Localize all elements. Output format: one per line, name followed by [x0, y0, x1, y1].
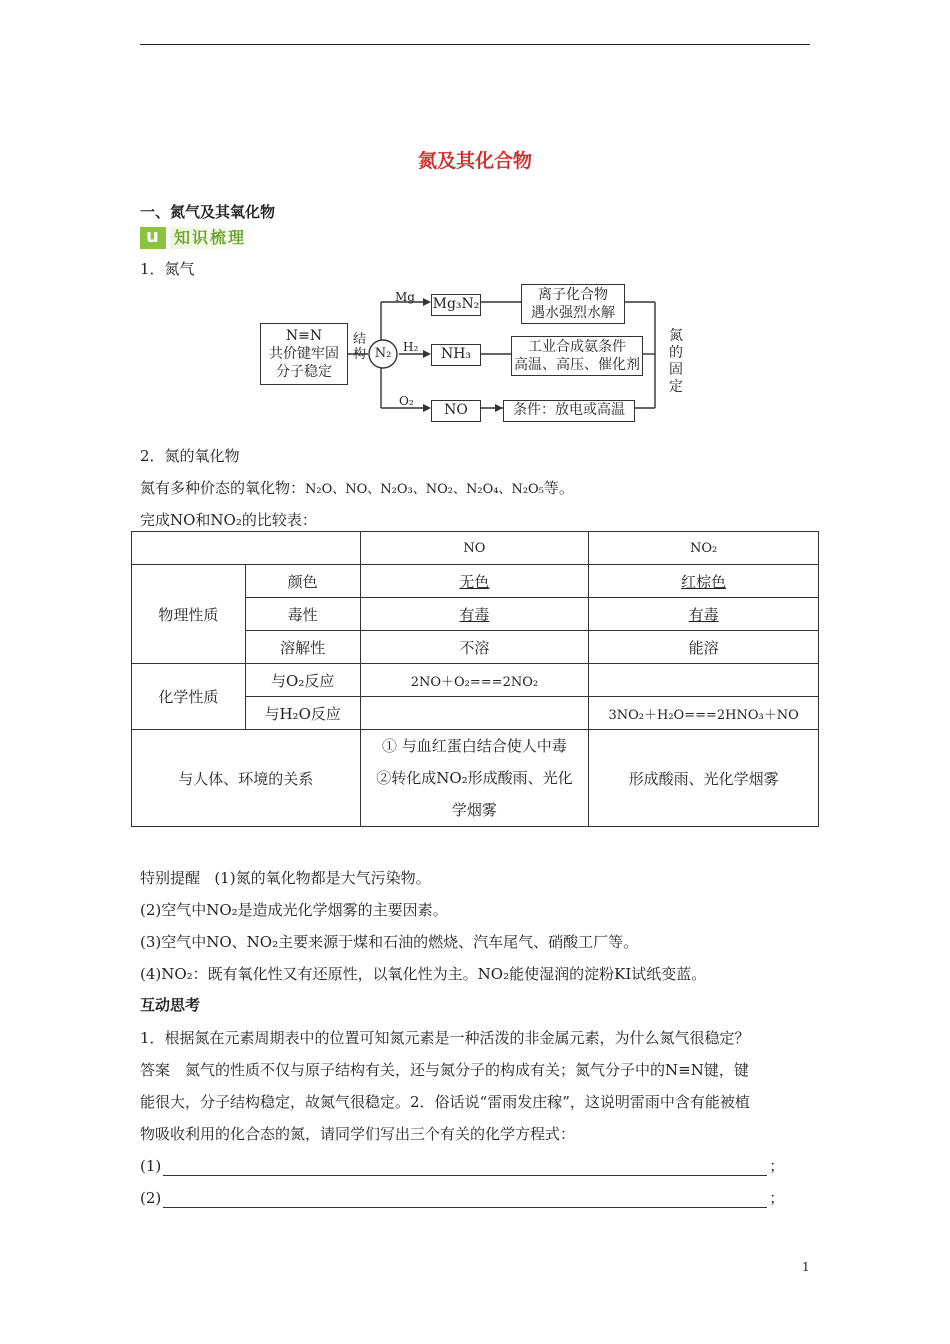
cell-value: 不溶 — [360, 631, 589, 664]
row-label: 毒性 — [245, 598, 360, 631]
page-number: 1 — [802, 1260, 810, 1274]
row-label: 与O₂反应 — [245, 664, 360, 697]
answer-line: 答案 氮气的性质不仅与原子结构有关，还与氮分子的构成有关；氮气分子中的N≡N键，键 — [140, 1061, 749, 1079]
reagent-o2: O₂ — [399, 394, 414, 408]
answer-blank-1[interactable]: (1) ； — [140, 1157, 785, 1175]
table-row — [132, 565, 819, 598]
header-no: NO — [360, 532, 589, 565]
item-nitrogen: 1．氮气 — [140, 260, 195, 278]
reminder-item: (4)NO₂：既有氧化性又有还原性，以氧化性为主。NO₂能使湿润的淀粉KI试纸变蓝。 — [140, 965, 707, 983]
cell-value: 有毒 — [459, 605, 490, 624]
note-nh3: 工业合成氨条件 高温、高压、催化剂 — [511, 336, 643, 376]
product-no: NO — [431, 400, 481, 422]
knowledge-badge — [140, 227, 254, 249]
nitrogen-diagram — [255, 284, 695, 424]
note-mg3n2: 离子化合物 遇水强烈水解 — [521, 284, 625, 324]
product-nh3: NH₃ — [431, 344, 481, 366]
table-row — [132, 532, 819, 565]
reminder-item: (2)空气中NO₂是造成光化学烟雾的主要因素。 — [140, 901, 448, 919]
cell-value: 2NO＋O₂===2NO₂ — [360, 664, 589, 697]
physical-label: 物理性质 — [132, 565, 246, 664]
n2-node: N₂ — [374, 346, 392, 361]
badge-icon: u — [140, 227, 166, 249]
answer-line: 能很大，分子结构稳定，故氮气很稳定。2．俗话说“雷雨发庄稼”，这说明雷雨中含有能被植 — [140, 1093, 750, 1111]
compare-line: 完成NO和NO₂的比较表： — [140, 511, 317, 529]
cell-value: 3NO₂＋H₂O===2HNO₃＋NO — [589, 697, 819, 730]
answer-line: 物吸收利用的化合态的氮，请同学们写出三个有关的化学方程式： — [140, 1125, 576, 1143]
badge-label: 知识梳理 — [170, 227, 258, 249]
cell-value: 有毒 — [688, 605, 719, 624]
cell-value — [360, 697, 589, 730]
structure-label: 结构 — [353, 332, 367, 362]
header-rule — [140, 44, 810, 45]
reagent-mg: Mg — [395, 290, 415, 304]
oxides-line: 氮有多种价态的氧化物：N₂O、NO、N₂O₃、NO₂、N₂O₄、N₂O₅等。 — [140, 479, 574, 497]
page-title: 氮及其化合物 — [417, 150, 532, 172]
table-row — [132, 730, 819, 827]
relation-no2: 形成酸雨、光化学烟雾 — [589, 730, 819, 827]
cell-value: 无色 — [459, 572, 490, 591]
item-oxides: 2．氮的氧化物 — [140, 447, 240, 465]
note-no: 条件：放电或高温 — [503, 400, 635, 422]
relation-no: ① 与血红蛋白结合使人中毒 ②转化成NO₂形成酸雨、光化 学烟雾 — [360, 730, 589, 827]
cell-value — [589, 664, 819, 697]
answer-blank-2[interactable]: (2) ； — [140, 1189, 785, 1207]
reagent-h2: H₂ — [403, 340, 419, 354]
fixation-label: 氮 的 固 定 — [669, 328, 683, 395]
product-mg3n2: Mg₃N₂ — [431, 294, 481, 316]
cell-value: 红棕色 — [681, 572, 727, 591]
section-heading: 一、氮气及其氧化物 — [140, 203, 276, 221]
comparison-table — [131, 531, 819, 827]
think-heading: 互动思考 — [140, 996, 201, 1014]
header-no2: NO₂ — [589, 532, 819, 565]
question-1: 1．根据氮在元素周期表中的位置可知氮元素是一种活泼的非金属元素，为什么氮气很稳定？ — [140, 1029, 750, 1047]
reminder-first: 特别提醒 (1)氮的氧化物都是大气污染物。 — [140, 869, 431, 887]
n2-structure-box: N≡N 共价键牢固 分子稳定 — [260, 323, 348, 385]
reminder-item: (3)空气中NO、NO₂主要来源于煤和石油的燃烧、汽车尾气、硝酸工厂等。 — [140, 933, 639, 951]
relation-label: 与人体、环境的关系 — [132, 730, 361, 827]
row-label: 颜色 — [245, 565, 360, 598]
cell-value: 能溶 — [589, 631, 819, 664]
chemical-label: 化学性质 — [132, 664, 246, 730]
table-row — [132, 664, 819, 697]
row-label: 与H₂O反应 — [245, 697, 360, 730]
row-label: 溶解性 — [245, 631, 360, 664]
